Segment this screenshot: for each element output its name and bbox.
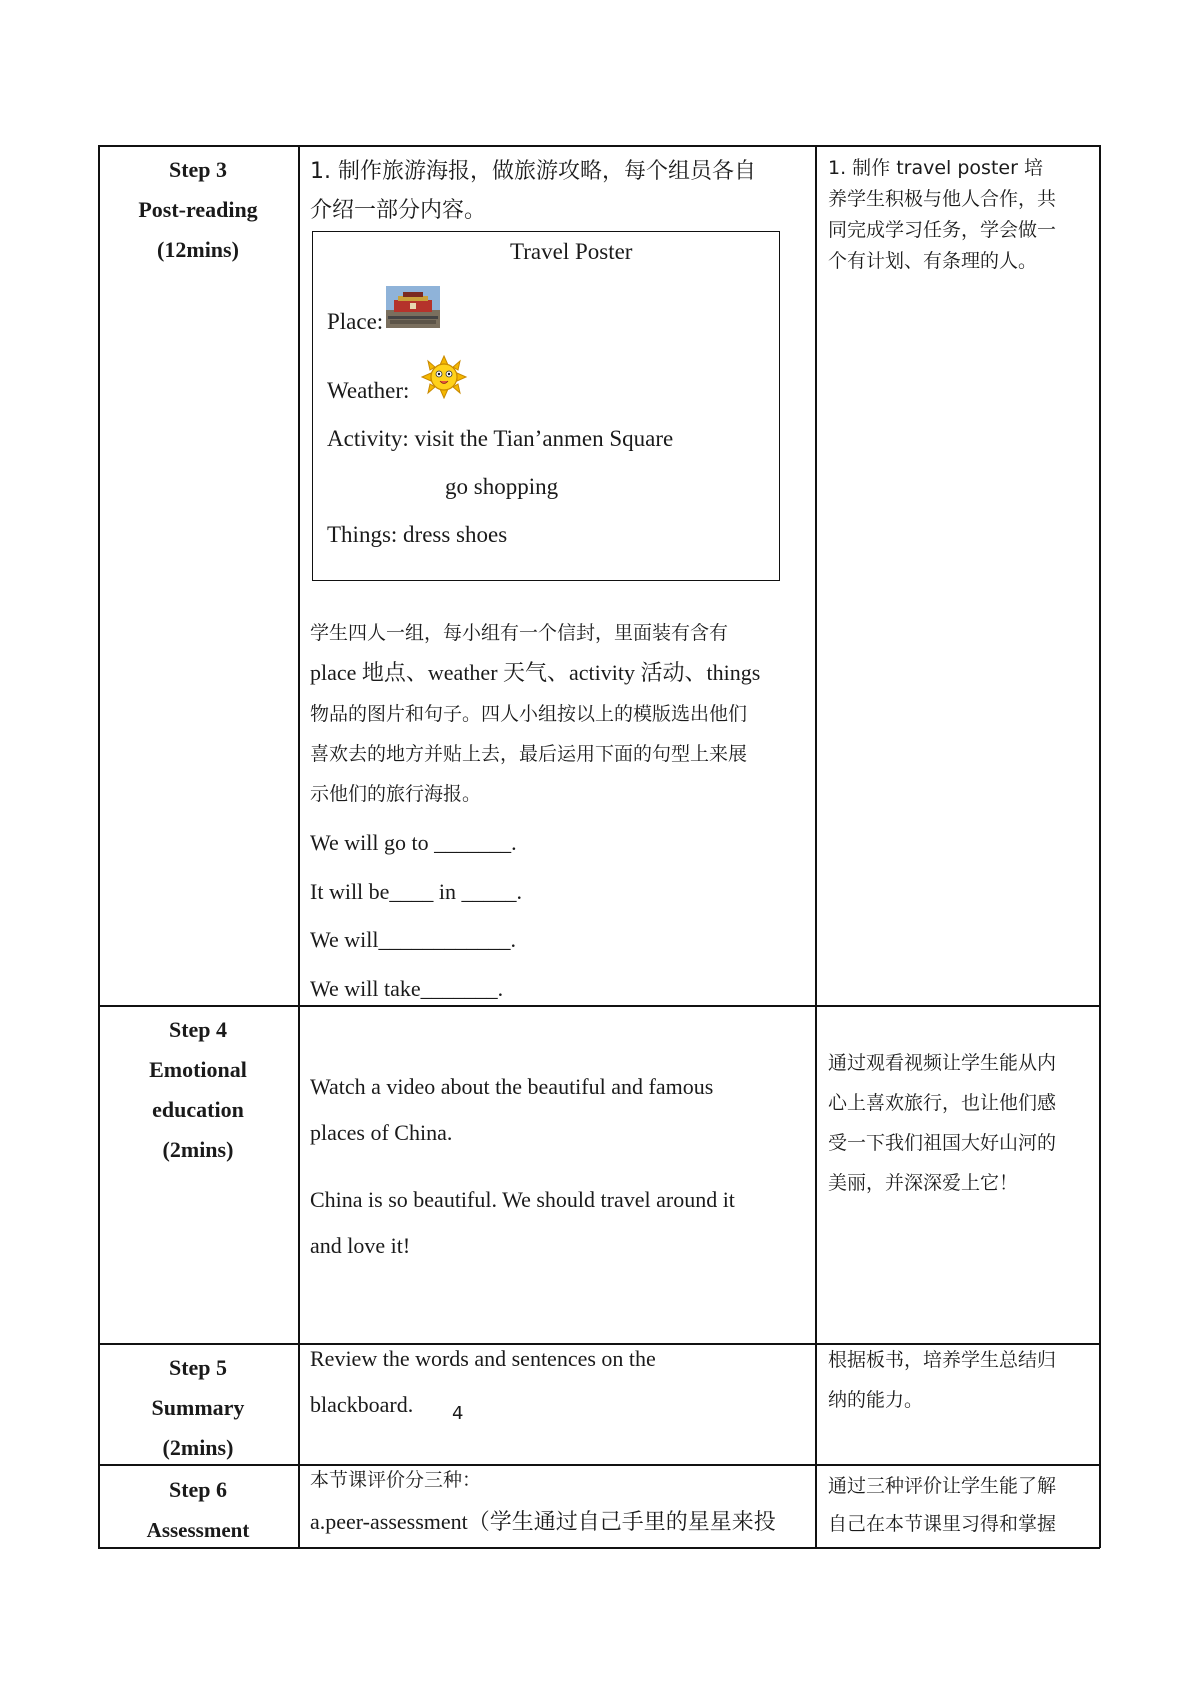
- poster-place-label: Place:: [327, 309, 384, 334]
- sentence-pattern: We will take_______.: [310, 976, 504, 1001]
- table-column-divider: [815, 145, 817, 1548]
- sun-icon: [418, 355, 470, 399]
- step-title-line: Step 6: [168, 1477, 228, 1502]
- step-3-note-line: 个有计划、有条理的人。: [828, 250, 1038, 272]
- step-3-description-line: 学生四人一组，每小组有一个信封，里面装有含有: [310, 622, 729, 644]
- step-4-note-line: 心上喜欢旅行，也让他们感: [828, 1092, 1057, 1114]
- table-row-divider: [98, 1005, 1100, 1007]
- step-5-note-line: 根据板书，培养学生总结归: [828, 1349, 1057, 1371]
- table-border-left: [98, 145, 100, 1548]
- step-3-description-line: place 地点、weather 天气、activity 活动、things: [310, 660, 761, 685]
- step-4-content-line: China is so beautiful. We should travel around it: [310, 1187, 735, 1212]
- table-border-top: [98, 145, 1100, 147]
- sentence-pattern: We will____________.: [310, 927, 516, 952]
- step-title-line: (2mins): [162, 1137, 234, 1162]
- step-6-note-line: 自己在本节课里习得和掌握: [828, 1513, 1057, 1535]
- step-title-line: Step 5: [168, 1355, 228, 1380]
- step-3-note-line: 养学生积极与他人合作，共: [828, 188, 1057, 210]
- step-title-line: (12mins): [157, 237, 239, 262]
- step-5-content-line: Review the words and sentences on the: [310, 1346, 656, 1371]
- step-4-note-line: 通过观看视频让学生能从内: [828, 1052, 1057, 1074]
- table-border-right: [1099, 145, 1101, 1548]
- poster-things-line: Things: dress shoes: [327, 522, 508, 547]
- tiananmen-square-picture: [386, 286, 440, 328]
- step-5-content-line: blackboard.: [310, 1392, 414, 1417]
- step-title-line: Emotional: [149, 1057, 247, 1082]
- step-4-content-line: places of China.: [310, 1120, 453, 1145]
- step-3-description-line: 喜欢去的地方并贴上去，最后运用下面的句型上来展: [310, 743, 748, 765]
- poster-weather-label: Weather:: [327, 378, 410, 403]
- step-title-line: Step 3: [168, 157, 228, 182]
- step-5-note-line: 纳的能力。: [828, 1389, 924, 1411]
- sentence-pattern: It will be____ in _____.: [310, 879, 523, 904]
- step-6-note-line: 通过三种评价让学生能了解: [828, 1475, 1057, 1497]
- step-4-content-line: Watch a video about the beautiful and famous: [310, 1074, 714, 1099]
- step-4-note-line: 受一下我们祖国大好山河的: [828, 1132, 1057, 1154]
- step-title-line: Post-reading: [138, 197, 258, 222]
- step-3-intro-line: 1. 制作旅游海报，做旅游攻略，每个组员各自: [310, 159, 756, 184]
- step-3-description-line: 示他们的旅行海报。: [310, 783, 482, 805]
- table-column-divider: [298, 145, 300, 1548]
- step-3-intro-line: 介绍一部分内容。: [310, 198, 487, 223]
- step-3-note-line: 同完成学习任务，学会做一: [828, 219, 1057, 241]
- step-6-content-line: a.peer-assessment（学生通过自己手里的星星来投: [310, 1509, 776, 1534]
- step-4-note-line: 美丽，并深深爱上它！: [828, 1172, 1019, 1194]
- poster-activity-line: go shopping: [445, 474, 559, 499]
- step-title-line: Step 4: [168, 1017, 228, 1042]
- step-4-content-line: and love it!: [310, 1233, 411, 1258]
- step-title-line: Assessment: [146, 1518, 250, 1542]
- poster-title: Travel Poster: [510, 239, 633, 264]
- step-6-content-line: 本节课评价分三种：: [310, 1469, 482, 1491]
- step-title-line: Summary: [151, 1395, 245, 1420]
- page-number: 4: [452, 1403, 464, 1424]
- step-3-note-line: 1. 制作 travel poster 培: [828, 157, 1043, 179]
- step-title-line: (2mins): [162, 1435, 234, 1460]
- step-3-description-line: 物品的图片和句子。四人小组按以上的模版选出他们: [310, 703, 748, 725]
- step-title-line: education: [152, 1097, 244, 1122]
- sentence-pattern: We will go to _______.: [310, 830, 517, 855]
- poster-activity-line: Activity: visit the Tian’anmen Square: [327, 426, 674, 451]
